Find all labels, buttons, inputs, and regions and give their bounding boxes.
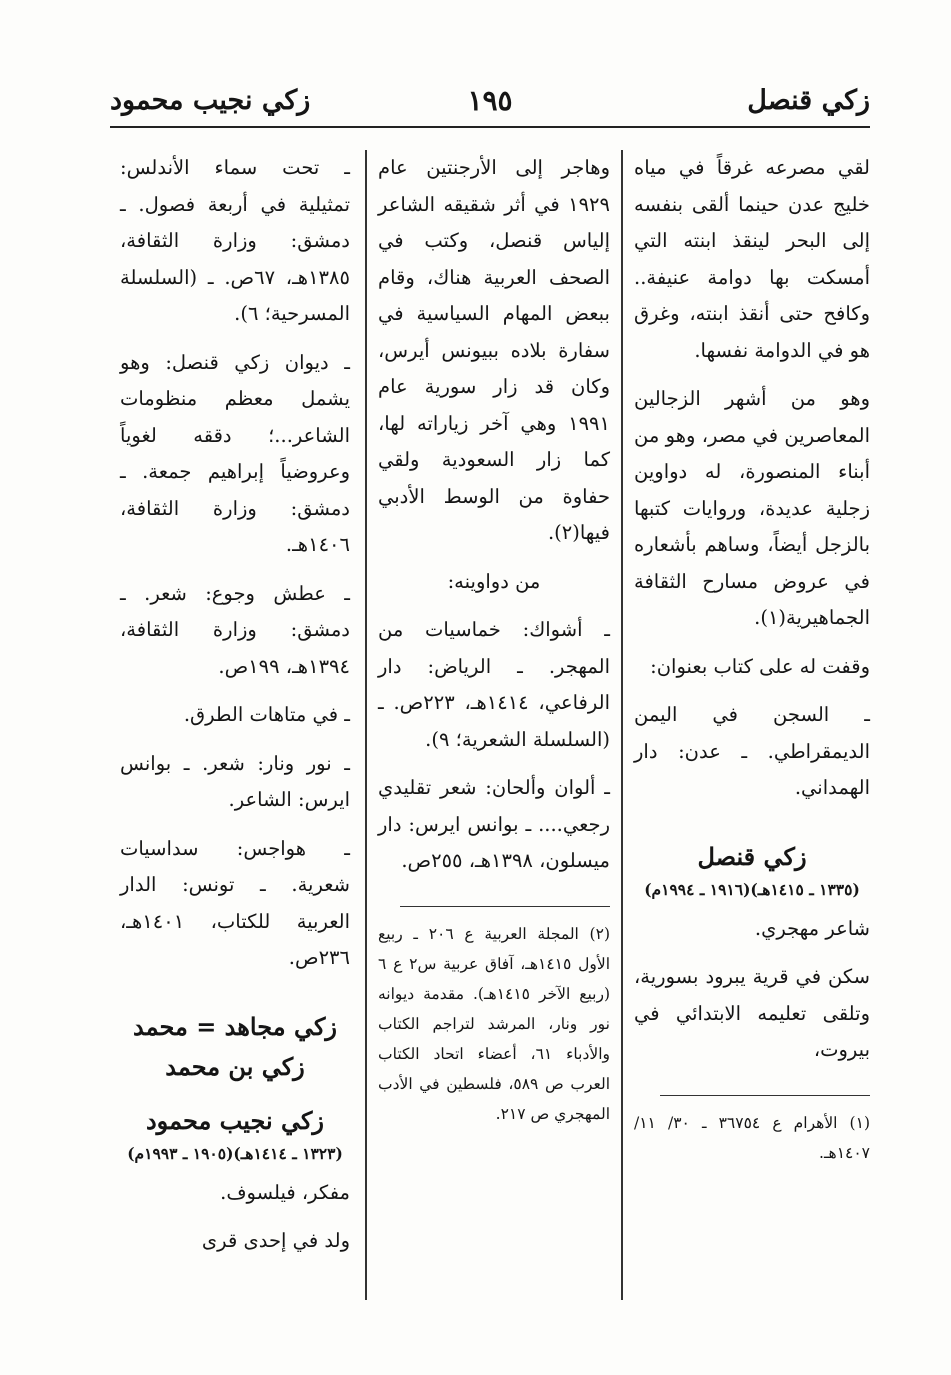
paragraph: وقفت له على كتاب بعنوان: [650,654,870,678]
book-entry: ـ عطش وجوع: شعر. ـ دمشق: وزارة الثقافة، ١٣٩٤هـ، ١٩٩ص. [120,581,350,678]
header-left-title: زكي نجيب محمود [110,85,311,116]
header-right-title: زكي قنصل [747,85,870,116]
entry-dates: (١٣٢٣ ـ ١٤١٤هـ)(١٩٠٥ ـ ١٩٩٣م) [127,1143,343,1163]
left-column [120,150,350,1300]
book-entry: ـ ألوان وألحان: شعر تقليدي رجعي.... ـ بوانس ايرس: دار ميسلون، ١٣٩٨هـ، ٢٥٥ص. [378,776,610,872]
middle-column [378,150,610,1300]
paragraph: ولد في إحدى قرى [201,1229,350,1252]
footnote-rule [660,1095,870,1097]
entry-title: زكي قنصل [697,841,807,871]
section-label: من دواوينه: [447,569,541,593]
entry-dates: (١٣٣٥ ـ ١٤١٥هـ)(١٩١٦ ـ ١٩٩٤م) [644,879,860,899]
book-entry: ـ في متاهات الطرق. [183,703,350,726]
entry-title: زكي نجيب محمود [145,1105,325,1135]
book-entry: ـ أشواك: خماسيات من المهجر. ـ الرياض: دار الرفاعي، ١٤١٤هـ، ٢٢٣ص. ـ (السلسلة الشعرية؛ ٩). [378,618,610,751]
paragraph: لقي مصرعه غرقاً في مياه خليج عدن حينما ألقى بنفسه إلى البحر لينقذ ابنته التي أمسكت بها دوامة عنيفة.. وكافح حتى أنقذ ابنته، وغرق هو في الدوامة نفسها. [634,156,870,362]
book-entry: ـ نور ونار: شعر. ـ بوانس ايرس: الشاعر. [120,751,350,811]
paragraph: وهاجر إلى الأرجنتين عام ١٩٢٩ في أثر شقيقه الشاعر إلياس قنصل، وكتب في الصحف العربية هناك، وقام ببعض المهام السياسية في سفارة بلاده ببيونس أيرس، وكان قد زار سورية عام ١٩٩١ وهي آخر زياراته لها، كما زار السعودية ولقي حفاوة من الوسط الأدبي فيها(٢). [378,156,610,544]
book-entry: ـ هواجس: سداسيات شعرية. ـ تونس: الدار العربية للكتاب، ١٤٠١هـ، ٢٣٦ص. [120,836,350,969]
paragraph: سكن في قرية يبرود بسورية، وتلقى تعليمه الابتدائي في بيروت، [634,965,870,1061]
footnote-rule [400,906,610,908]
page-number: ١٩٥ [467,84,513,117]
book-entry: ـ السجن في اليمن الديمقراطي. ـ عدن: دار الهمداني. [634,703,870,799]
column-divider-left [365,150,367,1300]
footnote: (٢) المجلة العربية ع ٢٠٦ ـ ربيع الأول ١٤١٥هـ، آفاق عربية س٢ ع ٦ (ربيع الآخر ١٤١٥هـ). مقدمة ديوانه نور ونار، المرشد لتراجم الكتاب والأدباء ٦١، أعضاء اتحاد الكتاب العرب ص ٥٨٩، فلسطين في الأدب المهجري ص ٢١٧. [378,925,611,1123]
paragraph: وهو من أشهر الزجالين المعاصرين في مصر، وهو من أبناء المنصورة، له دواوين زجلية عديدة، وروايات كتبها بالزجل أيضاً، وساهم بأشعاره في عروض مسارح الثقافة الجماهيرية(١). [634,387,870,629]
footnote: (١) الأهرام ع ٣٦٧٥٤ ـ ٣٠/ ١١/ ١٤٠٧هـ. [634,1114,870,1162]
book-entry: ـ ديوان زكي قنصل: وهو يشمل معظم منظومات الشاعر...؛ دققه لغوياً وعروضياً إبراهيم جمعة. ـ دمشق: وزارة الثقافة، ١٤٠٦هـ. [120,350,350,556]
paragraph: مفكر، فيلسوف. [220,1180,350,1204]
entry-title: زكي مجاهد = محمد زكي بن محمد [133,1011,337,1081]
page-header [110,78,870,128]
book-entry: ـ تحت سماء الأندلس: تمثيلية في أربعة فصول. ـ دمشق: وزارة الثقافة، ١٣٨٥هـ، ٦٧ص. ـ (السلسلة المسرحية؛ ٦). [120,156,350,325]
column-divider-right [621,150,623,1300]
right-column [634,150,870,1300]
paragraph: شاعر مهجري. [754,916,870,940]
